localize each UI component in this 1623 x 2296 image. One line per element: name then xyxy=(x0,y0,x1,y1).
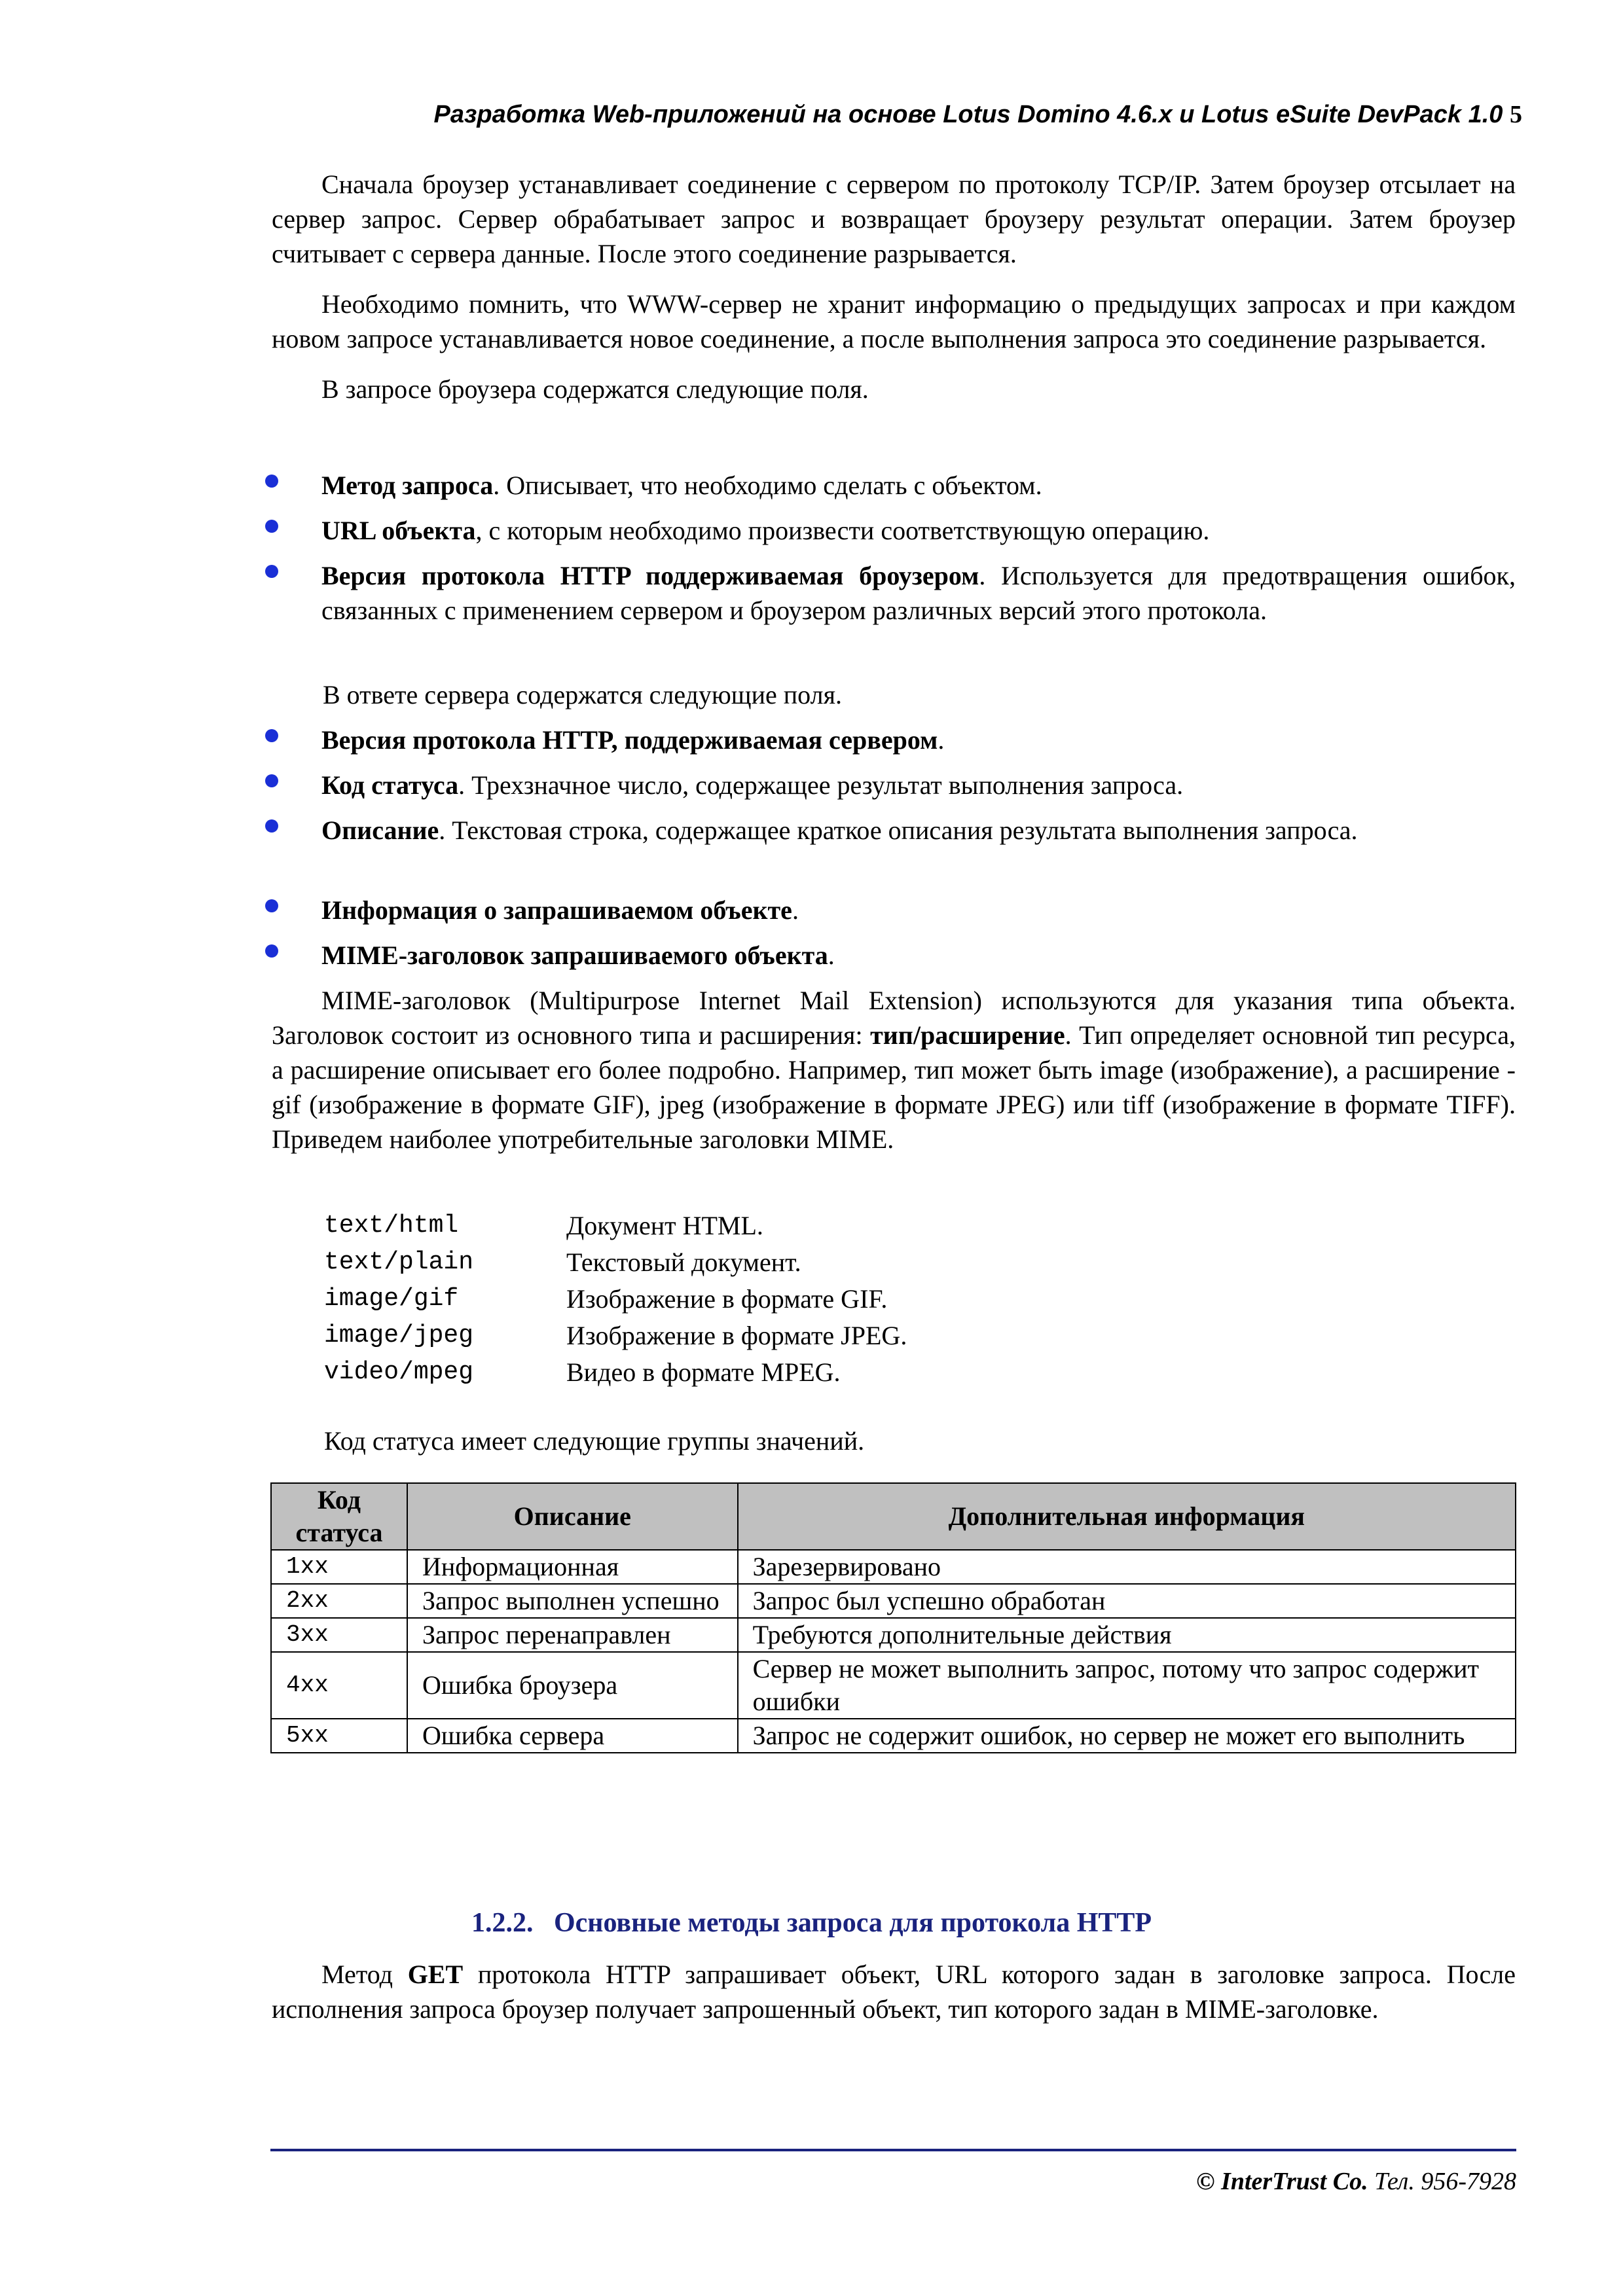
section-title: Основные методы запроса для протокола HTTP xyxy=(553,1908,1152,1938)
list-item-text: . xyxy=(792,895,799,925)
section-number: 1.2.2. xyxy=(471,1908,534,1938)
status-info: Запрос не содержит ошибок, но сервер не может его выполнить xyxy=(738,1719,1516,1753)
column-header: Код статуса xyxy=(271,1483,407,1550)
list-item xyxy=(324,1244,907,1281)
list-item-text: . Описывает, что необходимо сделать с объектом. xyxy=(493,471,1042,500)
status-info: Сервер не может выполнить запрос, потому что запрос содержит ошибки xyxy=(738,1652,1516,1719)
bullet-icon xyxy=(265,565,278,578)
page-header xyxy=(318,98,1522,131)
list-item-text: . xyxy=(938,725,945,755)
list-item xyxy=(265,723,1516,757)
get-method-text xyxy=(272,1957,1516,2026)
status-info: Требуются дополнительные действия xyxy=(738,1618,1516,1652)
paragraph-mime: MIME-заголовок (Multipurpose Internet Mail Extension) используются для указания типа объекта. Заголовок состоит из основного типа и расширения: тип/расширение. Тип определяет основной тип ресурса, а расширение описывает его более подробно. Например, тип может быть image (изображение), а расширение - gif (изображение в формате GIF), jpeg (изображение в формате JPEG) или tiff (изображение в формате TIFF). Приведем наиболее употребительные заголовки MIME. xyxy=(272,986,1516,1154)
status-code: 3xx xyxy=(271,1618,407,1652)
status-description: Запрос выполнен успешно xyxy=(407,1584,738,1618)
status-code: 1xx xyxy=(271,1550,407,1584)
list-item-term: Код статуса xyxy=(321,770,459,800)
footer-company: © InterTrust Co. xyxy=(1196,2168,1368,2195)
mime-desc: Изображение в формате GIF. xyxy=(566,1284,888,1314)
list-item xyxy=(265,513,1516,548)
mime-types-list xyxy=(324,1208,907,1391)
mime-code: text/html xyxy=(324,1211,459,1240)
header-title: Разработка Web-приложений на основе Lotus Domino 4.6.x и Lotus eSuite DevPack 1.0 xyxy=(433,101,1503,128)
paragraph-response-fields-intro: В ответе сервера содержатся следующие поля. xyxy=(323,680,842,709)
mime-code: image/gif xyxy=(324,1285,459,1313)
list-item-text: . xyxy=(828,941,835,970)
status-code: 4xx xyxy=(271,1652,407,1719)
intro-text xyxy=(272,167,1516,406)
mime-code: video/mpeg xyxy=(324,1358,474,1386)
bullet-icon xyxy=(265,520,278,533)
list-item-term: Метод запроса xyxy=(321,471,494,500)
bullet-icon xyxy=(265,774,278,787)
list-item xyxy=(324,1354,907,1391)
table-header-row xyxy=(271,1483,1516,1550)
list-item-text: . Трехзначное число, содержащее результат выполнения запроса. xyxy=(458,770,1184,800)
list-item-term: Версия протокола HTTP поддерживаемая броузером xyxy=(321,561,979,590)
bullet-icon xyxy=(265,819,278,833)
status-code-table xyxy=(270,1482,1516,1753)
list-item-term: URL объекта xyxy=(321,516,476,545)
list-item-term: Описание xyxy=(321,816,439,845)
status-description: Ошибка сервера xyxy=(407,1719,738,1753)
status-description: Ошибка броузера xyxy=(407,1652,738,1719)
section-heading xyxy=(0,1905,1623,1941)
column-header: Дополнительная информация xyxy=(738,1483,1516,1550)
list-item-term: Информация о запрашиваемом объекте xyxy=(321,895,792,925)
table-row xyxy=(271,1618,1516,1652)
list-item-term: Версия протокола HTTP, поддерживаемая сервером xyxy=(321,725,938,755)
list-item xyxy=(324,1318,907,1354)
table-row xyxy=(271,1652,1516,1719)
mime-desc: Видео в формате MPEG. xyxy=(566,1357,841,1387)
bullet-icon xyxy=(265,899,278,912)
list-item-text: . Используется для предотвращения ошибок, связанных с применением сервером и броузером различных версий этого протокола. xyxy=(321,561,1516,625)
page-footer xyxy=(270,2165,1516,2198)
mime-description xyxy=(272,983,1516,1157)
column-header: Описание xyxy=(407,1483,738,1550)
table-row xyxy=(271,1584,1516,1618)
bullet-icon xyxy=(265,475,278,488)
list-item xyxy=(265,893,1516,927)
list-item xyxy=(265,768,1516,802)
mime-desc: Изображение в формате JPEG. xyxy=(566,1321,907,1350)
status-code: 2xx xyxy=(271,1584,407,1618)
list-item-term: MIME-заголовок запрашиваемого объекта xyxy=(321,941,828,970)
list-item xyxy=(265,813,1516,848)
list-item xyxy=(265,468,1516,503)
table-row xyxy=(271,1550,1516,1584)
paragraph-stateless: Необходимо помнить, что WWW-сервер не хранит информацию о предыдущих запросах и при каждом новом запросе устанавливается новое соединение, а после выполнения запроса это соединение разрывается. xyxy=(272,289,1516,353)
paragraph-connection: Сначала броузер устанавливает соединение с сервером по протоколу TCP/IP. Затем броузер отсылает на сервер запрос. Сервер обрабатывает запрос и возвращает броузеру результат операции. Затем броузер считывает с сервера данные. После этого соединение разрывается. xyxy=(272,170,1516,268)
page-number: 5 xyxy=(1510,101,1522,128)
list-item xyxy=(265,938,1516,973)
paragraph-status-intro: Код статуса имеет следующие группы значений. xyxy=(324,1426,865,1456)
status-code: 5xx xyxy=(271,1719,407,1753)
mime-code: image/jpeg xyxy=(324,1321,474,1350)
status-description: Запрос перенаправлен xyxy=(407,1618,738,1652)
mime-desc: Документ HTML. xyxy=(566,1211,763,1240)
table-row xyxy=(271,1719,1516,1753)
list-item xyxy=(265,558,1516,628)
list-item xyxy=(324,1208,907,1244)
bullet-icon xyxy=(265,944,278,958)
list-item-text: , с которым необходимо произвести соответствующую операцию. xyxy=(475,516,1210,545)
paragraph-get-method: Метод GET протокола HTTP запрашивает объект, URL которого задан в заголовке запроса. После исполнения запроса броузер получает запрошенный объект, тип которого задан в MIME-заголовке. xyxy=(272,1960,1516,2024)
footer-phone: Тел. 956-7928 xyxy=(1374,2168,1516,2195)
status-description: Информационная xyxy=(407,1550,738,1584)
list-item-text: . Текстовая строка, содержащее краткое описания результата выполнения запроса. xyxy=(439,816,1358,845)
footer-divider xyxy=(270,2149,1516,2151)
mime-code: text/plain xyxy=(324,1248,474,1276)
mime-desc: Текстовый документ. xyxy=(566,1247,801,1277)
list-item xyxy=(324,1281,907,1318)
bullet-icon xyxy=(265,729,278,742)
paragraph-request-fields-intro: В запросе броузера содержатся следующие поля. xyxy=(321,374,869,404)
status-info: Запрос был успешно обработан xyxy=(738,1584,1516,1618)
status-info: Зарезервировано xyxy=(738,1550,1516,1584)
